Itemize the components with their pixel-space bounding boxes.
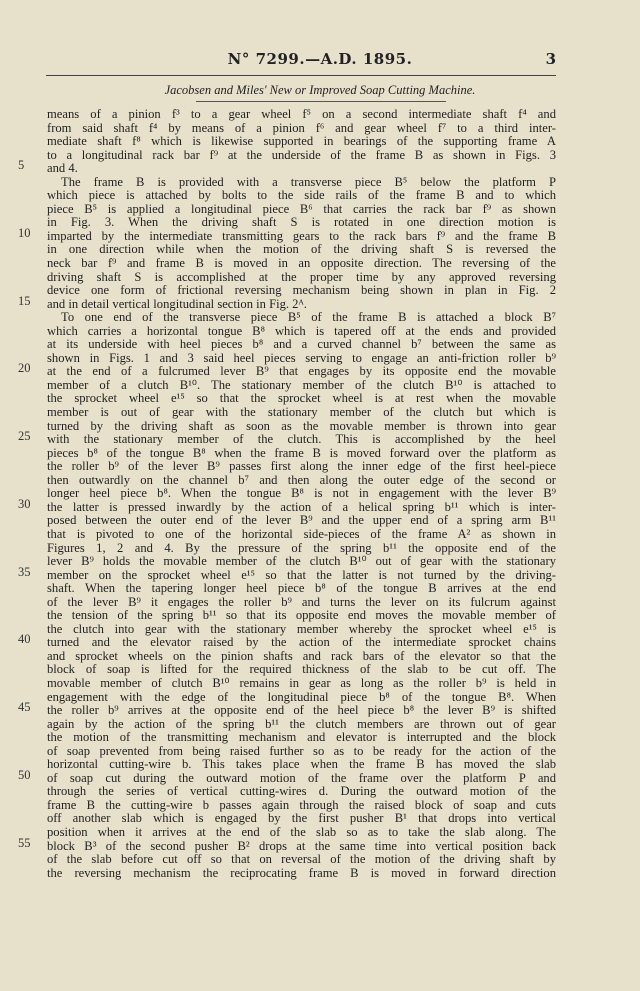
text-line: of soap prevented from being raised further so as to be ready for the action of the: [47, 743, 556, 758]
text-line: position when it arrives at the end of the slab so as to take the slab along. The: [47, 824, 556, 839]
text-line: of soap cut during the outward motion of the frame over the platform P and: [47, 770, 556, 785]
text-line: To one end of the transverse piece B⁵ of the frame B is attached a block B⁷: [61, 310, 556, 325]
text-line: through the series of vertical cutting-wires d. During the outward motion of the: [47, 784, 556, 799]
text-line: pieces b⁸ of the tongue B⁸ when the frame B is moved forward over the platform as: [47, 445, 556, 460]
text-line: The frame B is provided with a transverse piece B⁵ below the platform P: [61, 174, 556, 189]
margin-line-number: 30: [18, 496, 31, 511]
text-line: again by the action of the spring b¹¹ the clutch members are thrown out of gear: [47, 716, 556, 731]
text-line: at the end of a fulcrumed lever B⁹ that engages by its opposite end the movable: [47, 364, 556, 379]
text-line: the reversing mechanism the reciprocating frame B is moved in forward direction: [47, 865, 556, 880]
text-line: driving shaft S is accomplished at the proper time by any approved reversing: [47, 269, 556, 284]
text-line: which carries a horizontal tongue B⁸ which is tapered off at the ends and provided: [47, 323, 556, 338]
margin-line-number: 50: [18, 767, 31, 782]
patent-number-heading: N° 7299.—A.D. 1895.: [227, 50, 413, 68]
body-text: [47, 108, 556, 880]
text-line: from said shaft f⁴ by means of a pinion f⁶ and gear wheel f⁷ to a third inter-: [47, 120, 556, 135]
margin-line-number: 35: [18, 564, 31, 579]
text-line: with the stationary member of the clutch. This is accomplished by the heel: [47, 432, 556, 447]
title-rule: [196, 101, 446, 102]
text-line: shown in Figs. 1 and 3 said heel pieces serving to engage an anti-friction roller b⁹: [47, 350, 556, 365]
text-line: movable member of clutch B¹⁰ remains in gear as long as the roller b⁹ is held in: [47, 675, 556, 690]
text-line: turned and the elevator raised by the action of the intermediate sprocket chains: [47, 635, 556, 650]
running-title: Jacobsen and Miles' New or Improved Soap Cutting Machine.: [164, 83, 476, 97]
text-line: the clutch into gear with the stationary member whereby the sprocket wheel e¹⁵ is: [47, 621, 556, 636]
text-line: in one direction while when the motion of the driving shaft S is reversed the: [47, 242, 556, 257]
text-line: and 4.: [47, 161, 78, 176]
margin-line-number: 5: [18, 158, 25, 173]
margin-line-number: 20: [18, 361, 31, 376]
text-line: and in detail vertical longitudinal section in Fig. 2ᴬ.: [47, 296, 307, 311]
text-line: the sprocket wheel e¹⁵ so that the sprocket wheel is at rest when the movable: [47, 391, 556, 406]
text-line: of the slab before cut off so that on reversal of the motion of the driving shaft by: [47, 852, 556, 867]
text-line: Figures 1, 2 and 4. By the pressure of the spring b¹¹ the opposite end of the: [47, 540, 556, 555]
text-line: engagement with the edge of the longitudinal piece b⁸ of the tongue B⁸. When: [47, 689, 556, 704]
margin-line-number: 40: [18, 632, 31, 647]
text-line: the motion of the transmitting mechanism and elevator is interrupted and the block: [47, 730, 556, 745]
text-line: which piece is attached by bolts to the side rails of the frame B and to which: [47, 188, 556, 203]
text-line: turned by the driving shaft as soon as the movable member is thrown into gear: [47, 418, 556, 433]
margin-line-number: 15: [18, 293, 31, 308]
text-line: member on the sprocket wheel e¹⁵ so that the latter is not turned by the driving-: [47, 567, 556, 582]
text-line: off another slab which is engaged by the first pusher B¹ that drops into vertical: [47, 811, 556, 826]
text-line: the latter is pressed inwardly by the action of a helical spring b¹¹ which is inter-: [47, 499, 556, 514]
text-line: imparted by the intermediate transmitting gears to the rack bars f⁹ and the frame B: [47, 228, 556, 243]
margin-line-number: 45: [18, 700, 31, 715]
text-line: means of a pinion f³ to a gear wheel f⁵ on a second intermediate shaft f⁴ and: [47, 107, 556, 121]
text-line: the roller b⁹ arrives at the opposite end of the heel piece b⁸ the lever B⁹ is shifted: [47, 703, 556, 718]
text-line: member of a clutch B¹⁰. The stationary member of the clutch B¹⁰ is attached to: [47, 377, 556, 392]
text-line: block B³ of the second pusher B² drops at the same time into vertical position back: [47, 838, 556, 853]
page-header: [0, 50, 640, 72]
text-line: at its underside with heel pieces b⁸ and a curved channel b⁷ between the same as: [47, 337, 556, 352]
text-line: member is out of gear with the stationary member of the clutch but which is: [47, 405, 556, 420]
text-line: in Fig. 3. When the driving shaft S is rotated in one direction motion is: [47, 215, 556, 230]
text-line: and sprocket wheels on the pinion shafts and rack bars of the elevator so that the: [47, 648, 556, 663]
text-line: device one form of frictional reversing mechanism being shown in plan in Fig. 2: [47, 283, 556, 298]
text-line: shaft. When the tapering longer heel piece b⁸ of the tongue B arrives at the end: [47, 581, 556, 596]
text-line: horizontal cutting-wire b. This takes place when the frame B has moved the slab: [47, 757, 556, 772]
text-line: the roller b⁹ of the lever B⁹ passes first along the inner edge of the first heel-piece: [47, 459, 556, 474]
text-line: that is pivoted to one of the horizontal side-pieces of the frame A² as shown in: [47, 526, 556, 541]
page-number: 3: [545, 50, 556, 68]
text-line: then outwardly on the channel b⁷ and then along the outer edge of the second or: [47, 472, 556, 487]
text-line: lever B⁹ holds the movable member of the clutch B¹⁰ out of gear with the stationary: [47, 554, 556, 569]
text-line: posed between the outer end of the lever B⁹ and the upper end of a spring arm B¹¹: [47, 513, 556, 528]
margin-line-number: 10: [18, 225, 31, 240]
text-line: frame B the cutting-wire b passes again through the raised block of soap and cuts: [47, 797, 556, 812]
header-rule: [46, 75, 556, 76]
text-line: neck bar f⁹ and frame B is moved in an opposite direction. The reversing of the: [47, 256, 556, 271]
text-line: block of soap is lifted for the required thickness of the slab to be cut off. The: [47, 662, 556, 677]
margin-line-number: 25: [18, 429, 31, 444]
text-line: longer heel piece b⁸. When the tongue B⁸ is not in engagement with the lever B⁹: [47, 486, 556, 501]
text-line: of the lever B⁹ it engages the roller b⁹ and turns the lever on its fulcrum against: [47, 594, 556, 609]
text-line: piece B⁵ is applied a longitudinal piece B⁶ that carries the rack bar f⁹ as shown: [47, 201, 556, 216]
text-line: the tension of the spring b¹¹ so that its opposite end moves the movable member of: [47, 608, 556, 623]
margin-line-number: 55: [18, 835, 31, 850]
text-line: mediate shaft f⁸ which is likewise supported in bearings of the supporting frame A: [47, 134, 556, 149]
text-line: to a longitudinal rack bar f⁹ at the underside of the frame B as shown in Figs. 3: [47, 147, 556, 162]
